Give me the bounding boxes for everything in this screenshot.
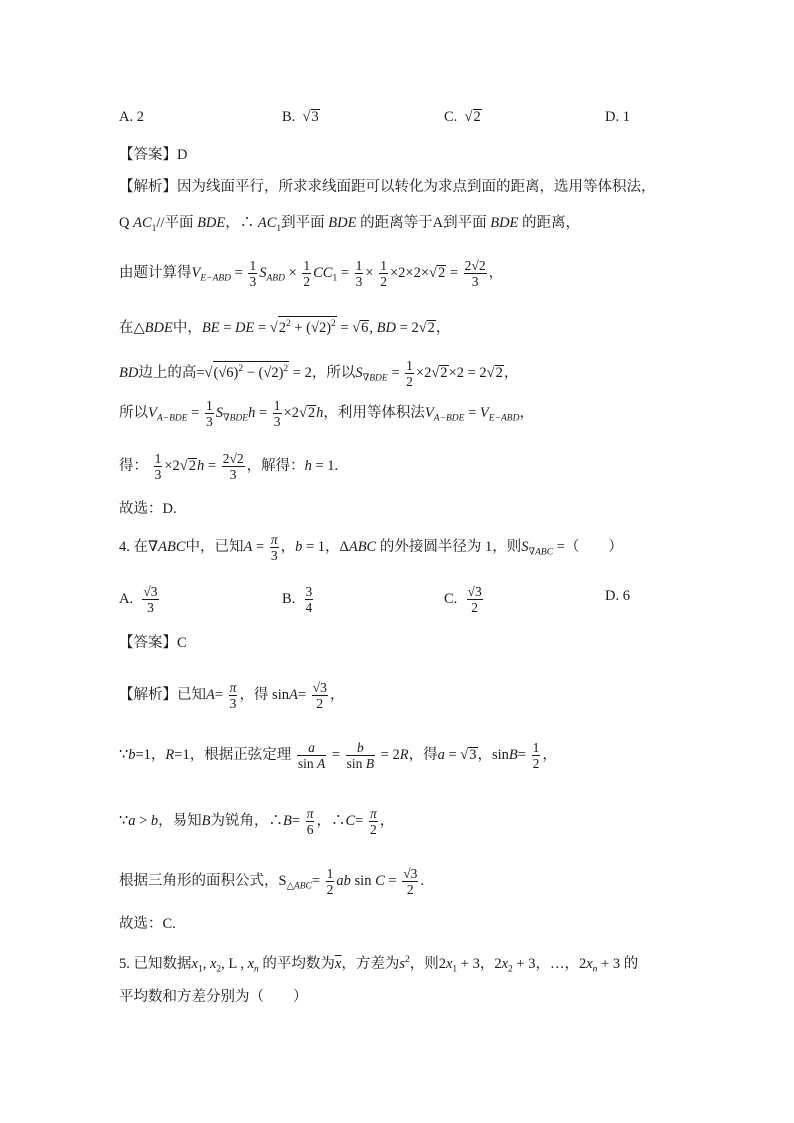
q3-analysis-line3: 由题计算得$V_{E-ABD}$ = $\frac{1}{3}$ $S_{ABD}$ × $\frac{1}{2}$ $CC_1$ = $\frac{1}{3}$ × $\frac{1}{2}$ ×2×2×√2 = $\frac{2√2}{3}$ ， [119,258,504,289]
q3-option-d: D. 1 [605,109,630,125]
q4-conclusion: 故选：C. [119,916,176,932]
q4-analysis-line1: 【解析】已知A= $\frac{\pi}{3}$ ，得 sinA= $\frac{√3}{2}$ ， [119,680,345,711]
q3-analysis-line2: Q $AC_1//$平面 BDE，∴ $AC_1$到平面 BDE 的距离等于A到平面 BDE 的距离， [119,215,581,234]
q3-conclusion: 故选：D. [119,501,177,517]
q3-analysis-line5: BD边上的高$=√(√6)^2 - (√2)^2 = 2$，所以$S_{\nabla BDE}$ = $\frac{1}{2}$ ×2√2×2 = 2√2， [119,358,519,389]
q4-option-c: C. $\frac{√3}{2}$ [444,584,482,615]
q3-analysis-line4: 在△BDE中，BE = DE = $√2^2 + (√2)^2 = √6$, BD = 2√2， [119,316,450,338]
q4-option-a: A. $\frac{√3}{3}$ [119,584,158,615]
q3-option-b: B. √3 [282,109,319,125]
q3-analysis-line7: 得： $\frac{1}{3}$ ×2√2h = $\frac{2√2}{3}$ ，解得：h = 1. [119,451,339,482]
q4-option-d: D. 6 [605,588,630,604]
q3-analysis-line1: 【解析】因为线面平行，所求求线面距可以转化为求点到面的距离，选用等体积法， [119,179,656,195]
q5-stem-line2: 平均数和方差分别为（ ） [119,989,308,1005]
q3-analysis-line6: 所以$V_{A-BDE}$ = $\frac{1}{3}$ $S_{\nabla BDE}h$ = $\frac{1}{3}$ ×2√2h，利用等体积法$V_{A-BDE} = V_{E-ABD}$， [119,398,534,429]
q4-analysis-line2: ∵b=1，R=1，根据正弦定理 $\frac{a}{\text{sin A}}$ = $\frac{b}{\text{sin B}}$ = 2R，得a = √3，sinB= $\frac{1}{2}$ ， [119,740,557,771]
q4-analysis-line4: 根据三角形的面积公式，$S_{\triangle ABC}=$ $\frac{1}{2}$ ab sin C = $\frac{√3}{2}$ . [119,866,424,897]
q5-stem-line1: 5. 已知数据$x_1$, $x_2$, L , $x_n$ 的平均数为$\overline{x}$，方差为$s^2$，则$2x_1 + 3$，$2x_2 + 3$，…，$2x_n + 3$ 的 [119,955,639,975]
q3-option-c: C. √2 [444,109,481,125]
q3-answer: 【答案】D [119,147,188,163]
q4-analysis-line3: ∵a > b，易知B为锐角，∴B= $\frac{\pi}{6}$ ，∴C= $\frac{\pi}{2}$ ， [119,806,395,837]
q4-option-b: B. $\frac{3}{4}$ [282,584,313,615]
q4-answer: 【答案】C [119,635,187,651]
q4-stem: 4. 在∇ABC中，已知A = $\frac{\pi}{3}$ ，b = 1，ΔABC 的外接圆半径为 1，则$S_{\nabla ABC}$ =（ ） [119,532,623,563]
q3-option-a: A. 2 [119,109,144,125]
